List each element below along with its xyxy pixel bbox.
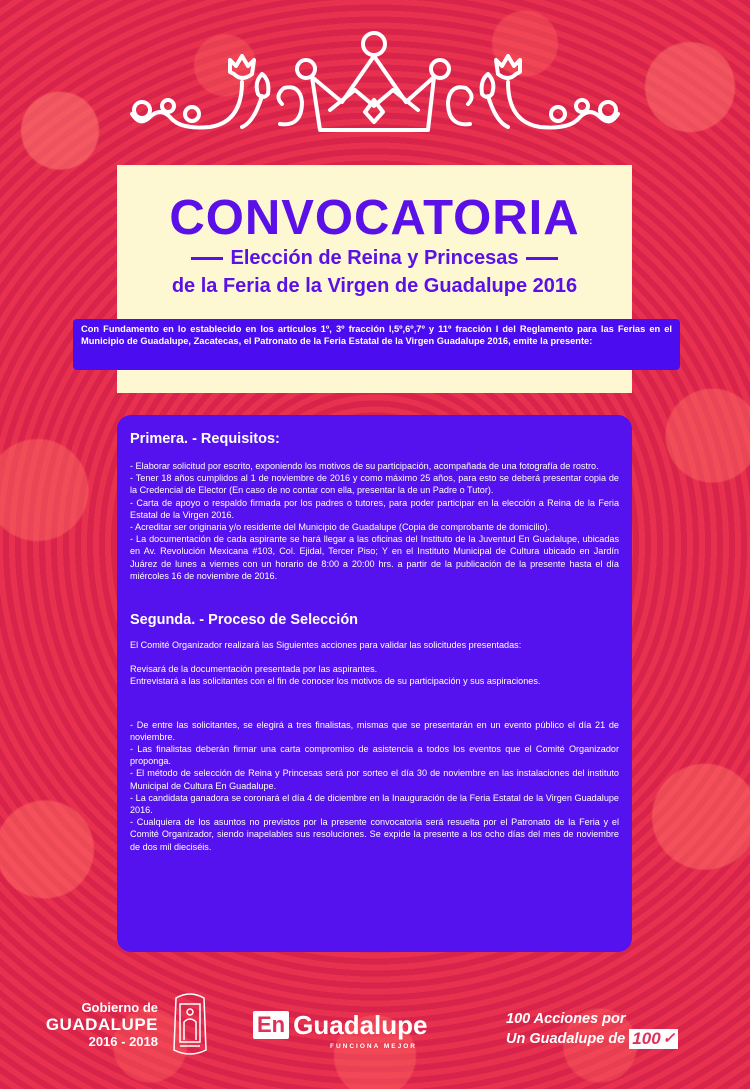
subtitle-text-1: Elección de Reina y Princesas [230,247,519,269]
preamble-banner: Con Fundamento en lo establecido en los artículos 1º, 3º fracción I,5º,6º,7º y 11º fracción I del Reglamento para las Ferias en el Municipio de Guadalupe, Zacatecas, el Patronato de la Feria Estatal de la Virgen Guadalupe 2016, emite la presente: [73,319,680,370]
en-word: Guadalupe [293,1009,428,1040]
badge-number: 100 [632,1029,661,1048]
action-item: Revisará de la documentación presentada por las aspirantes. [130,664,378,675]
action-item: Entrevistará a las solicitantes con el fin de conocer los motivos de su participación y sus aspiraciones. [130,676,541,687]
requirements-list [130,460,619,582]
section-2-intro: El Comité Organizador realizará las Siguientes acciones para validar las solicitudes presentadas: [130,640,522,651]
selection-item: - La candidata ganadora se coronará el día 4 de diciembre en la Inauguración de la Feria Estatal de la Virgen Guadalupe 2016. [130,792,619,816]
actions-list [130,663,619,687]
en-guadalupe-logo [253,1010,427,1040]
crown-ornament [130,22,620,147]
acciones-badge [629,1029,678,1049]
section-1-title: Primera. - Requisitos: [130,431,280,447]
en-box: En [253,1011,289,1039]
crown-icon [297,33,449,130]
selection-item: - El método de selección de Reina y Princesas será por sorteo el día 30 de noviembre en las instalaciones del instituto Municipal de Cultura En Guadalupe. [130,768,619,791]
requirement-item: - Carta de apoyo o respaldo firmada por los padres o tutores, para poder participar en la elección a Reina de la Feria Estatal de la Virgen 2016. [130,497,619,520]
requirement-item: - La documentación de cada aspirante se hará llegar a las oficinas del Instituto de la Juventud En Guadalupe, ubicadas en Av. Revolución Mexicana #103, Col. Ejidal, Tercer Piso; Y en el Instituto Municipal de Cultura ubicado en Jardín Juárez de lunes a viernes con un horario de 8:00 a 20:00 hrs. a partir de la publicación de la presente hasta el día miércoles 16 de noviembre de 2016. [130,534,619,581]
gobierno-logo [38,1000,158,1049]
acciones-line-2-text: Un Guadalupe de [506,1030,626,1047]
en-tagline: FUNCIONA MEJOR [330,1043,417,1050]
left-flourish-icon [132,56,302,128]
dash-right [526,257,558,260]
gobierno-line-3: 2016 - 2018 [88,1034,158,1049]
right-flourish-icon [448,56,618,128]
dash-left [191,257,223,260]
gobierno-line-1: Gobierno de [81,1000,158,1015]
subtitle-line-1 [117,247,632,270]
acciones-line-1: 100 Acciones por [506,1011,626,1027]
selection-list [130,719,619,853]
check-icon: ✓ [662,1030,676,1047]
section-2-title: Segunda. - Proceso de Selección [130,612,359,629]
selection-item: - Cualquiera de los asuntos no previstos por la presente convocatoria será resuelta por el Patronato de la Feria y el Comité Organizador, siendo inapelables sus resoluciones. Se expide la presente a los ocho días del mes de noviembre de dos mil dieciséis. [130,817,619,852]
selection-item: - Las finalistas deberán firmar una carta compromiso de asistencia a todos los eventos que el Comité Organizador proponga. [130,744,619,767]
acciones-logo [506,1010,678,1049]
municipal-seal-icon [170,990,210,1060]
requirement-item: - Acreditar ser originaria y/o residente del Municipio de Guadalupe (Copia de comprobante de domicilio). [130,522,551,533]
requirement-item: - Tener 18 años cumplidos al 1 de noviembre de 2016 y como máximo 25 años, para esto se deberá presentar copia de la Credencial de Elector (En caso de no contar con ella, presentar la de un Padre o Tutor). [130,473,619,496]
selection-item: - De entre las solicitantes, se elegirá a tres finalistas, mismas que se presentarán en un evento público el día 21 de noviembre. [130,719,619,742]
subtitle-line-2: de la Feria de la Virgen de Guadalupe 2016 [171,275,578,297]
requirement-item: - Elaborar solicitud por escrito, exponiendo los motivos de su participación, acompañada de una fotografía de rostro. [130,461,599,471]
acciones-line-2 [506,1029,678,1049]
gobierno-line-2: GUADALUPE [45,1015,158,1034]
content-panel [117,415,632,952]
page-title: CONVOCATORIA [169,191,580,245]
